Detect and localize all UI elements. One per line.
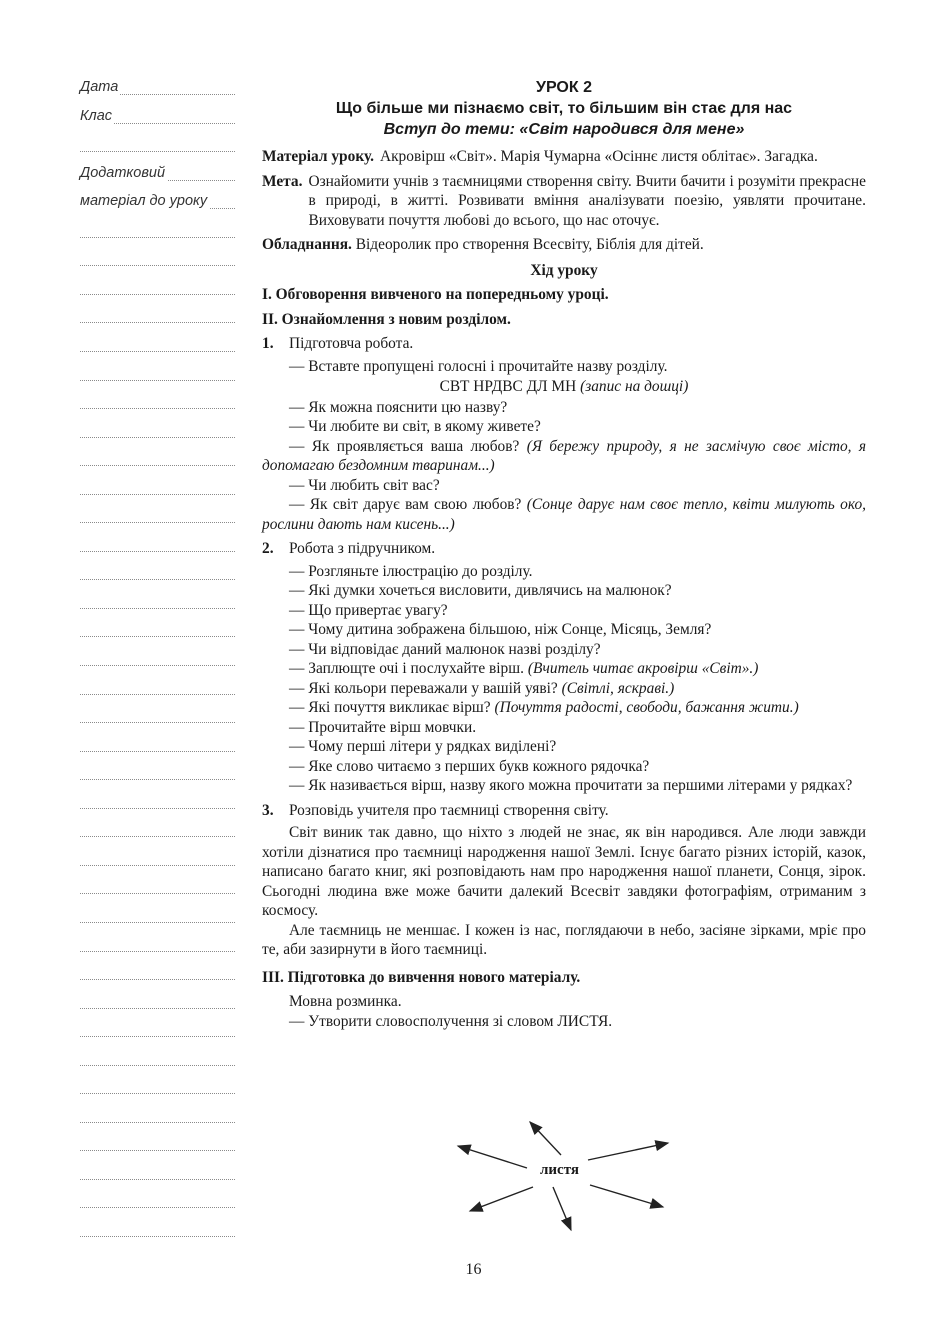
margin-writing-line (80, 1150, 235, 1151)
equipment-text: Відеоролик про створення Всесвіту, Біблія для дітей. (355, 236, 704, 253)
lesson-equipment (262, 235, 866, 255)
item-1-title: Підготовча робота. (289, 335, 414, 352)
warmup-task: — Утворити словосполучення зі словом ЛИСТЯ. (289, 1012, 613, 1030)
margin-writing-line (80, 380, 235, 381)
lesson-subtitle: Вступ до теми: «Світ народився для мене» (383, 121, 745, 138)
lesson-number: УРОК 2 (536, 79, 592, 96)
warmup-label: Мовна розминка. (289, 993, 402, 1010)
item-3 (262, 801, 866, 821)
question-line (262, 640, 866, 660)
lesson-content (262, 76, 866, 1031)
word-association-diagram (440, 1110, 680, 1240)
margin-writing-line (80, 1008, 235, 1009)
question-text: — Чому перші літери у рядках виділені? (289, 738, 557, 755)
item-1-instruction: — Вставте пропущені голосні і прочитайте назву розділу. (289, 357, 668, 375)
question-line (262, 398, 866, 418)
material-text: Акровірш «Світ». Марія Чумарна «Осіннє листя облітає». Загадка. (379, 148, 818, 165)
margin-writing-line (80, 465, 235, 466)
expected-answer: (Сонце дарує нам своє тепло, квіти милують око, рослини дають нам кисень...) (262, 496, 867, 533)
teacher-story-paragraph-1: Світ виник так давно, що ніхто з людей не знає, як він народився. Але люди завжди хотіли дізнатися про таємниці народження нашої Землі. Існує багато різних історій, казок, написано багато книг, які розповідають нам про народження нашої планети, Сонця, зірок. Сьогодні людина вже може бачити далекий Всесвіт завдяки фотографіям, отриманим з космосу. (262, 824, 866, 919)
question-line (262, 698, 866, 718)
margin-writing-line (80, 951, 235, 952)
board-letters: СВТ НРДВС ДЛ МН (439, 378, 577, 395)
margin-writing-line (80, 1036, 235, 1037)
item-1-questions (262, 398, 866, 535)
margin-writing-line (80, 893, 235, 894)
question-text: — Чому дитина зображена більшою, ніж Сонце, Місяць, Земля? (289, 621, 712, 638)
margin-label-date: Дата (80, 79, 119, 95)
question-line (262, 776, 866, 796)
question-text: — Як називається вірш, назву якого можна прочитати за першими літерами у рядках? (289, 777, 853, 794)
lesson-flow-heading: Хід уроку (530, 261, 598, 279)
item-3-title: Розповідь учителя про таємниці створення світу. (289, 801, 609, 819)
margin-writing-line (80, 494, 235, 495)
item-2-title: Робота з підручником. (289, 540, 436, 557)
margin-writing-line (80, 979, 235, 980)
margin-writing-line (80, 351, 235, 352)
margin-label-extra-material-1: Додатковий (80, 164, 166, 181)
margin-writing-line (80, 408, 235, 409)
margin-writing-line (80, 437, 235, 438)
margin-writing-line (80, 779, 235, 780)
question-line (262, 718, 866, 738)
margin-writing-line (80, 551, 235, 552)
margin-writing-line (80, 1207, 235, 1208)
margin-writing-line (80, 865, 235, 866)
margin-writing-line (80, 636, 235, 637)
item-2-questions (262, 562, 866, 796)
margin-writing-line (80, 237, 235, 238)
lesson-goal (262, 172, 866, 231)
margin-writing-line (80, 694, 235, 695)
question-line (262, 659, 866, 679)
lesson-title: Що більше ми пізнаємо світ, то більшим він стає для нас (335, 100, 793, 117)
teacher-story-paragraph-2: Але таємниць не меншає. І кожен із нас, поглядаючи в небо, засіяне зірками, мріє про те, аби зазирнути в його таємниці. (262, 921, 866, 958)
margin-writing-line (80, 722, 235, 723)
goal-term: Мета. (262, 172, 303, 190)
board-note: (запис на дошці) (580, 378, 689, 395)
margin-writing-line (80, 579, 235, 580)
margin-writing-line (80, 294, 235, 295)
board-text (262, 377, 866, 397)
question-text: — Розгляньте ілюстрацію до розділу. (289, 562, 533, 580)
question-text: — Яке слово читаємо з перших букв кожного рядочка? (289, 757, 650, 775)
question-line (262, 737, 866, 757)
section-1-heading: I. Обговорення вивченого на попередньому уроці. (262, 286, 609, 303)
item-3-number: 3. (262, 801, 274, 819)
page-number: 16 (465, 1261, 482, 1278)
margin-writing-line (80, 665, 235, 666)
question-line (262, 601, 866, 621)
expected-answer: (Вчитель читає акровірш «Світ».) (527, 660, 759, 677)
margin-writing-line (80, 922, 235, 923)
expected-answer: (Я бережу природу, я не засмічую своє місто, я допомагаю бездомним тваринам...) (262, 437, 866, 474)
question-line (262, 620, 866, 640)
question-line (262, 495, 866, 534)
lesson-material (262, 147, 866, 167)
section-2-heading: II. Ознайомлення з новим розділом. (262, 310, 511, 328)
margin-writing-line (80, 151, 235, 152)
material-term: Матеріал уроку. (262, 148, 374, 165)
question-line (262, 581, 866, 601)
margin-writing-line (80, 1236, 235, 1237)
margin-writing-line (80, 751, 235, 752)
question-text: — Які кольори переважали у вашій уяві? (289, 679, 558, 697)
question-line (262, 679, 866, 699)
item-1-number: 1. (262, 335, 274, 352)
margin-label-extra-material-2: матеріал до уроку (80, 193, 208, 210)
section-3-heading: III. Підготовка до вивчення нового матеріалу. (262, 968, 581, 986)
item-1 (262, 334, 866, 354)
margin-writing-line (80, 522, 235, 523)
item-2-number: 2. (262, 540, 274, 557)
question-text: — Як проявляється ваша любов? (289, 437, 520, 455)
margin-writing-line (80, 322, 235, 323)
goal-text: Ознайомити учнів з таємницями створення світу. Вчити бачити і розуміти прекрасне в природі, в житті. Розвивати вміння аналізувати поезію, уявляти прочитане. Виховувати почуття любові до всього, що нас оточує. (308, 172, 866, 229)
margin-writing-line (80, 1093, 235, 1094)
margin-writing-line (80, 608, 235, 609)
question-line (262, 476, 866, 496)
margin-writing-line (80, 808, 235, 809)
equipment-term: Обладнання. (262, 236, 352, 253)
margin-label-class: Клас (80, 107, 113, 124)
question-line (262, 417, 866, 437)
question-line (262, 562, 866, 582)
item-2 (262, 539, 866, 559)
margin-writing-line (80, 836, 235, 837)
margin-writing-line (80, 265, 235, 266)
question-line (262, 437, 866, 476)
question-text: — Як світ дарує вам свою любов? (289, 496, 522, 513)
expected-answer: (Світлі, яскраві.) (561, 679, 675, 697)
question-line (262, 757, 866, 777)
margin-writing-line (80, 1065, 235, 1066)
question-text: — Чи відповідає даний малюнок назві розділу? (289, 640, 601, 658)
diagram-center-word: листя (540, 1162, 580, 1178)
question-text: — Які думки хочеться висловити, дивлячись на малюнок? (289, 582, 672, 599)
margin-writing-line (80, 1179, 235, 1180)
question-text: — Прочитайте вірш мовчки. (289, 718, 477, 736)
question-text: — Чи любите ви світ, в якому живете? (289, 418, 541, 435)
question-text: — Чи любить світ вас? (289, 476, 440, 494)
question-text: — Як можна пояснити цю назву? (289, 398, 508, 416)
expected-answer: (Почуття радості, свободи, бажання жити.) (494, 699, 799, 716)
question-text: — Які почуття викликає вірш? (289, 699, 491, 716)
question-text: — Заплющте очі і послухайте вірш. (289, 660, 524, 677)
margin-writing-line (80, 1122, 235, 1123)
question-text: — Що привертає увагу? (289, 601, 448, 619)
